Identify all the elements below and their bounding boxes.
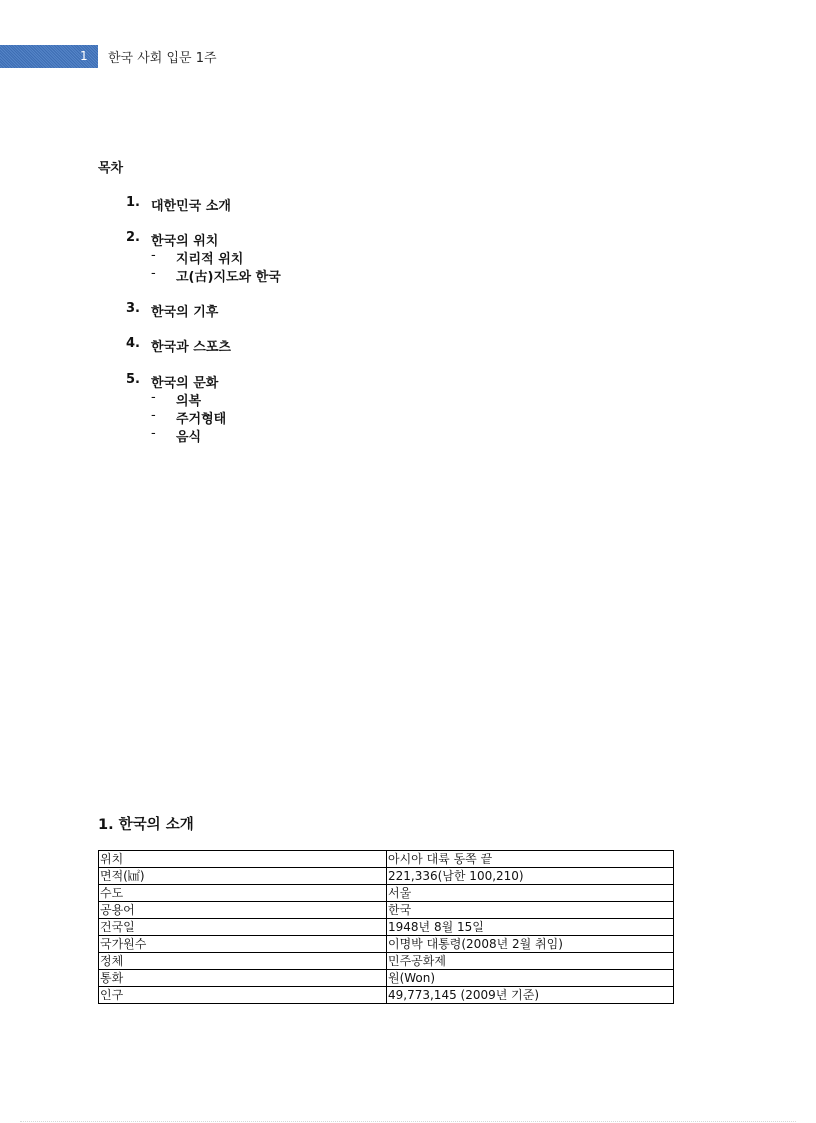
table-row — [99, 885, 674, 902]
toc-item-1-label: 대한민국 소개 — [151, 199, 231, 214]
page-number: 1 — [80, 49, 88, 63]
table-cell-key: 수도 — [99, 885, 387, 902]
toc-item-5-sub-3: 음식 — [176, 430, 202, 445]
toc-item-3-number: 3. — [126, 301, 140, 316]
toc-item-2-number: 2. — [126, 230, 140, 245]
table-cell-value: 한국 — [387, 902, 674, 919]
toc-item-5-sub-1: 의복 — [176, 394, 202, 409]
toc-item-2-sub-1: 지리적 위치 — [176, 252, 244, 267]
table-row — [99, 919, 674, 936]
toc-item-5-number: 5. — [126, 372, 140, 387]
toc-item-5-sub-1-bullet: - — [151, 390, 156, 405]
table-row — [99, 953, 674, 970]
table-row — [99, 970, 674, 987]
table-cell-key: 위치 — [99, 851, 387, 868]
toc-item-2-label: 한국의 위치 — [151, 234, 219, 249]
table-cell-key: 인구 — [99, 987, 387, 1004]
toc-item-2-sub-2: 고(古)지도와 한국 — [176, 270, 281, 285]
toc-item-5-sub-2: 주거형태 — [176, 412, 227, 427]
table-row — [99, 868, 674, 885]
toc-item-5-sub-2-bullet: - — [151, 408, 156, 423]
section-title: 1. 한국의 소개 — [98, 817, 194, 833]
table-cell-value: 49,773,145 (2009년 기준) — [387, 987, 674, 1004]
table-cell-key: 건국일 — [99, 919, 387, 936]
toc-item-1-number: 1. — [126, 195, 140, 210]
table-cell-key: 국가원수 — [99, 936, 387, 953]
toc-item-2-sub-1-bullet: - — [151, 248, 156, 263]
toc-item-2-sub-2-bullet: - — [151, 266, 156, 281]
table-cell-key: 공용어 — [99, 902, 387, 919]
table-row — [99, 902, 674, 919]
table-cell-value: 1948년 8월 15일 — [387, 919, 674, 936]
table-cell-value: 서울 — [387, 885, 674, 902]
toc-item-4-number: 4. — [126, 336, 140, 351]
table-cell-value: 221,336(남한 100,210) — [387, 868, 674, 885]
header-title: 한국 사회 입문 1주 — [108, 51, 217, 66]
table-row — [99, 987, 674, 1004]
table-cell-value: 원(Won) — [387, 970, 674, 987]
table-cell-key: 면적(㎢) — [99, 868, 387, 885]
toc-item-4-label: 한국과 스포츠 — [151, 340, 231, 355]
table-cell-key: 정체 — [99, 953, 387, 970]
table-cell-value: 아시아 대륙 동쪽 끝 — [387, 851, 674, 868]
toc-item-5-sub-3-bullet: - — [151, 426, 156, 441]
toc-heading: 목차 — [98, 161, 124, 176]
table-row — [99, 851, 674, 868]
country-info-table — [98, 850, 674, 1004]
toc-item-3-label: 한국의 기후 — [151, 305, 219, 320]
table-cell-value: 이명박 대통령(2008년 2월 취임) — [387, 936, 674, 953]
table-cell-key: 통화 — [99, 970, 387, 987]
footer-divider — [20, 1121, 796, 1122]
table-cell-value: 민주공화제 — [387, 953, 674, 970]
toc-item-5-label: 한국의 문화 — [151, 376, 219, 391]
table-row — [99, 936, 674, 953]
